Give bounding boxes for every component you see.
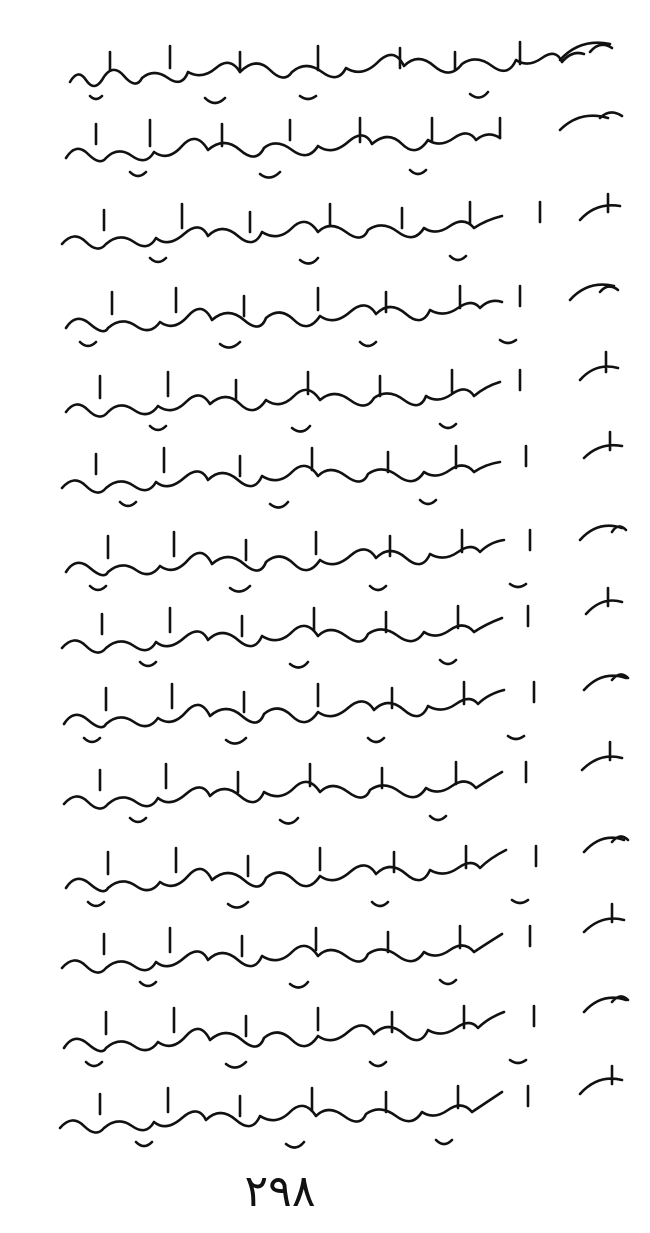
manuscript-line bbox=[64, 996, 628, 1067]
manuscript-line bbox=[60, 1066, 622, 1148]
manuscript-line bbox=[66, 112, 622, 177]
manuscript-line bbox=[62, 432, 622, 508]
manuscript-line bbox=[70, 42, 612, 103]
manuscript-line bbox=[62, 904, 624, 988]
manuscript-line bbox=[62, 194, 620, 264]
manuscript-line bbox=[64, 742, 622, 824]
manuscript-line bbox=[66, 352, 618, 432]
manuscript-line bbox=[64, 674, 628, 743]
page-number: ٢٩٨ bbox=[244, 1166, 316, 1217]
manuscript-line bbox=[66, 285, 618, 348]
manuscript-line bbox=[62, 588, 622, 668]
manuscript-line bbox=[66, 836, 628, 907]
manuscript-line bbox=[66, 526, 626, 592]
